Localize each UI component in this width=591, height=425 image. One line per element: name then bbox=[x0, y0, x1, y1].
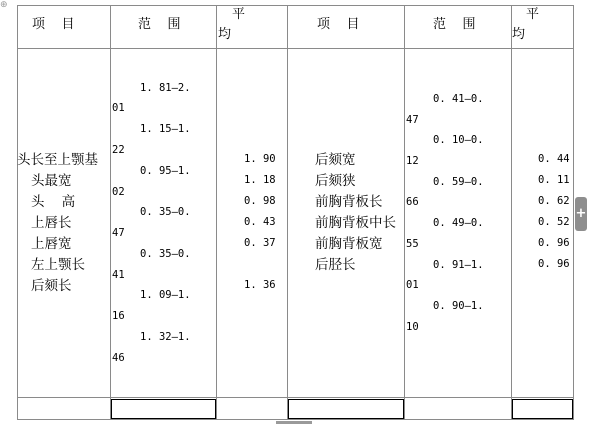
range-value: 0. 59—0. bbox=[433, 176, 484, 188]
average-value: 0. 44 bbox=[538, 153, 570, 165]
range-tail: 10 bbox=[406, 321, 419, 333]
range-value: 1. 32—1. bbox=[140, 331, 191, 343]
average-value: 0. 37 bbox=[244, 237, 276, 249]
range-tail: 12 bbox=[406, 155, 419, 167]
list-item: 头长至上颚基 bbox=[17, 152, 98, 168]
list-item: 左上颚长 bbox=[31, 257, 85, 273]
average-value: 0. 62 bbox=[538, 195, 570, 207]
list-item: 前胸背板长 bbox=[315, 194, 383, 210]
range-tail: 55 bbox=[406, 238, 419, 250]
range-value: 1. 09—1. bbox=[140, 289, 191, 301]
average-value: 0. 96 bbox=[538, 237, 570, 249]
list-item: 头最宽 bbox=[31, 173, 72, 189]
range-tail: 02 bbox=[112, 186, 125, 198]
measurement-table bbox=[17, 5, 574, 420]
range-value: 0. 91—1. bbox=[433, 259, 484, 271]
add-column-plus-icon[interactable]: + bbox=[575, 197, 587, 231]
average-value: 0. 11 bbox=[538, 174, 570, 186]
table-move-handle-icon[interactable]: ⊕ bbox=[0, 0, 8, 10]
header-average-right-top: 平 bbox=[526, 7, 540, 22]
empty-cell-selected[interactable] bbox=[111, 399, 216, 419]
average-value: 1. 90 bbox=[244, 153, 276, 165]
average-value: 0. 98 bbox=[244, 195, 276, 207]
range-value: 0. 95—1. bbox=[140, 165, 191, 177]
average-value: 0. 52 bbox=[538, 216, 570, 228]
range-tail: 47 bbox=[112, 227, 125, 239]
range-tail: 66 bbox=[406, 196, 419, 208]
range-value: 1. 15—1. bbox=[140, 123, 191, 135]
average-value: 1. 36 bbox=[244, 279, 276, 291]
list-item: 后胫长 bbox=[315, 257, 356, 273]
header-average-right-bottom: 均 bbox=[512, 27, 526, 42]
header-item-right: 项 目 bbox=[317, 17, 360, 32]
range-value: 0. 35—0. bbox=[140, 206, 191, 218]
list-item: 后颏狭 bbox=[315, 173, 356, 189]
range-tail: 22 bbox=[112, 144, 125, 156]
table-resize-grip[interactable] bbox=[276, 421, 312, 424]
range-value: 0. 90—1. bbox=[433, 300, 484, 312]
header-range-left: 范 围 bbox=[138, 17, 181, 32]
range-value: 0. 10—0. bbox=[433, 134, 484, 146]
range-tail: 16 bbox=[112, 310, 125, 322]
range-value: 0. 35—0. bbox=[140, 248, 191, 260]
list-item: 前胸背板中长 bbox=[315, 215, 396, 231]
header-range-right: 范 围 bbox=[433, 17, 476, 32]
list-item: 上唇宽 bbox=[31, 236, 72, 252]
average-value: 1. 18 bbox=[244, 174, 276, 186]
list-item: 后颏长 bbox=[31, 278, 72, 294]
range-value: 0. 41—0. bbox=[433, 93, 484, 105]
range-tail: 01 bbox=[406, 279, 419, 291]
average-value: 0. 43 bbox=[244, 216, 276, 228]
header-item-left: 项 目 bbox=[32, 17, 75, 32]
range-tail: 46 bbox=[112, 352, 125, 364]
list-item: 前胸背板宽 bbox=[315, 236, 383, 252]
header-average-left-bottom: 均 bbox=[218, 27, 232, 42]
range-tail: 41 bbox=[112, 269, 125, 281]
average-value: 0. 96 bbox=[538, 258, 570, 270]
empty-cell-selected[interactable] bbox=[512, 399, 573, 419]
list-item: 后颏宽 bbox=[315, 152, 356, 168]
range-tail: 01 bbox=[112, 102, 125, 114]
header-average-left-top: 平 bbox=[232, 7, 246, 22]
list-item: 头 高 bbox=[31, 194, 76, 210]
range-tail: 47 bbox=[406, 114, 419, 126]
empty-cell-selected[interactable] bbox=[288, 399, 404, 419]
range-value: 0. 49—0. bbox=[433, 217, 484, 229]
range-value: 1. 81—2. bbox=[140, 82, 191, 94]
list-item: 上唇长 bbox=[31, 215, 72, 231]
